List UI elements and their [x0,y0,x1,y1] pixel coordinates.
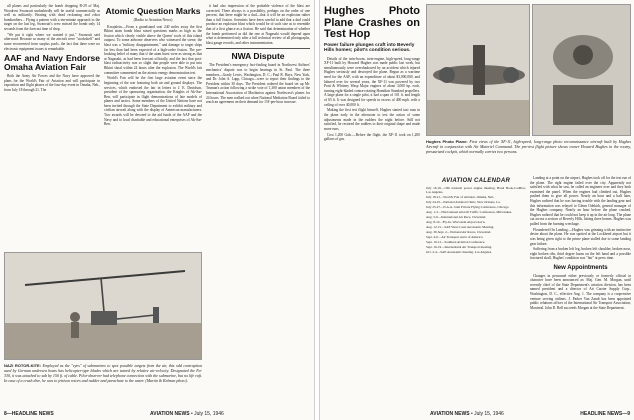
appointments-text: Changes in personnel either previously or formerly official in character have been announced as: Maj. Gen. M. Morgan, until recently chief of the State Department's aviation division, has been named president and a director of Air Carrier Supply Corp., Washington, D. C., effective Aug. 1. The company is a cooperative venture serving airlines. J. Parker Van Zandt has been appointed public relations officer of the International Air Transport Association, Montreal. John D. Bell succeeds Morgan at the State Department. [530,273,631,310]
aviation-calendar-list [426,186,526,254]
calendar-item: July 24-25—National Aviation Clinic, New Orleans, La. [426,199,501,204]
left-footer-date: July 15, 1946 [194,411,224,417]
aaf-story-text: Both the Army Air Forces and the Navy have approved the plans for the World's Fair of Aviation and will participate in exposition and flight phases of the four-day event in Omaha, Neb., from July 18 through 21. The [4,74,100,92]
floundered-text: Floundered On Landing.—Hughes was grinning with an instinctive desire about the plane. He was spotted at the Lockheed airport but it was being given right to the prime plane stalled due to some landing gear failure. [530,227,631,246]
right-column-2 [426,176,526,412]
calendar-item: July 25-27—N.A.A. Joint Private Flying Conference, Chicago. [426,204,510,209]
calendar-item: Aug. 5-6—International Air Race, Cleveland. [426,214,487,219]
left-footer-center: AVIATION NEWS • July 15, 1946 [150,411,224,417]
xf11-photo-illustration [427,5,530,136]
atomic-byline: (Radio to Aviation News) [133,18,173,22]
hughes-photo-caption-text: First views of the XF-11, high-speed, long-range photo reconnaissance aircraft built by Hughes Aircraft in conjunction with Air Materiel Command. The pre-test flight picture shows owner Howard Hughes in the roomy, pressurized cockpit, which normally carries two persons. [426,139,631,154]
rotor-kite-caption-title: NAZI ROTOR-KITE: [4,363,42,368]
rotor-kite-photo [4,252,202,360]
right-column-1 [324,4,420,412]
hughes-photo-left [426,4,530,136]
left-column-2 [104,4,202,252]
left-page [0,0,315,420]
right-page [319,0,634,420]
nwa-story-text: The President's emergency fact-finding board in Northwest Airlines' mechanics' dispute was to begin hearings in St. Paul. The three members—Grady Lewis, Washington, D. C.; Paul R. Hays, New York, and Dr. John A. Lapp, Chicago—were to report their findings to the President within 30 days. The President ordered the board set up Mr. Truman's action following a strike vote of 1,300 union members of the International Association of Machinists against Northwest's planes for 24 hours. The men walked out when National Mediation Board failed to reach an agreement on their demand for 15¢-per-hour increase. [206,63,310,105]
left-page-number: 8—HEADLINE NEWS [4,411,54,417]
hughes-photo-caption [426,139,631,171]
cost-line: Cost 1,200 Gals.—Before the flight, the XF-11 took on 1,200 gallons of gas. [324,132,420,142]
hughes-condition-text: Suffering from a broken left leg, broken left shoulder, broken nose, eight broken ribs, third degree burns on the left hand and a possible fractured skull, Hughes' condition was "fair" at press time. [530,247,631,261]
rotor-kite-caption-text: Employed as the "eyes" of submarines to spot possible targets from the air, this odd contraption used by German undersea boats has helicopter-type blades which are turned by relative air-velocity. Designated the Fa-330, it was attached to sub by 150 ft. of cable. Pilot-observer had telephone connection with the submarine, but no life raft. In case of a crash dive, he was to jettison rotors and rudder and parachute to the water. (Martin & Kelman photo). [4,363,203,383]
right-footer-date: July 15, 1946 [474,411,504,417]
hughes-story-continued: Landing at a point on the airport, Hughes took off for the test run of the plane. The right engine failed over the city. Apparently not satisfied with what he saw, he called an engineer over and they both examined the panel. When the engines had climbed out, Hughes pushed them to give all power. Nearly an hour and a half later, Hughes radioed that he was having trouble with the landing gear and this information was relayed to Glenn Odekirk, general manager of the Hughes company. Nearly an hour before the plane crashed, Hughes radioed that he could not keep it up in the air long. The plane cut across a section of Beverly Hills, hitting three homes. Hughes was pulled from the burning wreckage. [530,176,631,226]
appointments-headline: New Appointments [553,265,608,272]
calendar-item: Oct. 2-4—SAE Aeronautic meeting, Los Angeles. [426,249,492,254]
aviation-calendar-heading: AVIATION CALENDAR [441,178,511,184]
left-footer-publication: AVIATION NEWS [150,411,190,417]
hughes-story-text-2: Making the first test flight himself, Hughes started taxi runs in the plane early in the afternoon to test the action of some adjustments made in the rudders the night before. Still not satisfied, he restored the rudders to their original shape and made more runs. [324,108,420,131]
atomic-story-text: Kwajalein.—From a grandstand seat 240 miles away the first Bikini atom bomb blast raised questions marks as high as the fission which clearly visible above the Queen' roofs of this island outpost. To some airborne observers who witnessed the scene, the blast was a "military disappointment," and damage to target ships far less than had been expected of a high-order fission. The pre-booking belief of many that if the atom burst were as strong as that at Nagasaki, as had been forecast officially, and the fact that post-blast radioactivity was so slight that people were able to put into Bikini shoal within 24 hours after the explosion. The World's fair committee commented on the atomic energy demonstration test. [104,24,202,75]
atomic-headline: Atomic Question Marks [105,6,201,16]
right-footer-center: AVIATION NEWS • July 15, 1946 [430,411,504,417]
hughes-photo-caption-title: Hughes Photo Plane: [426,139,468,144]
bomb-story-text: all planes and particularly the bomb dropping B-29 of Maj. Woodrow Swancutt undoubtedly will be useful commercially as well as militarily. Beating with dead reckoning and robot bombardiers... Flying a pattern with a ten-minute approach to the target on the last leg, Swancutt's crew missed the bomb only 14 seconds from the forecast time of drop. [4,4,100,31]
calendar-item: Aug. 1-3—Third annual Aircraft Traffic Conference, Milwaukee. [426,209,513,214]
nwa-headline: NWA Dispute [231,51,285,62]
calendar-item: Aug. 12-15—SAE West Coast Aeronautic Meeting. [426,224,495,229]
hughes-cockpit-illustration [533,5,631,136]
fair-story-text: World's Fair will be the first large aviation event since the beginning of the war featuring both air and ground displays. The services, which endorsed the fair in letters to J. E. Davidson, president of the sponsoring organization, the Knights of Ak-Sar-Ben, will participate in flight demonstrations of late models of planes and tactics. Some members of the United Nations have not been invited through the State Department to exhibit military and civilian aircraft along with the display of American manufacturers. Two awards will be devoted to the aid funds of the AAF and the Navy and to local charitable and educational enterprises of Ak-Sar-Ben. [104,76,202,127]
rotor-kite-caption [4,363,202,407]
rotor-kite-illustration [5,253,202,360]
hughes-headline: Hughes Photo Plane Crashes on Test Hop [324,5,420,40]
calendar-item: Sept. 16-19—International Air Transport meeting. [426,244,493,249]
right-page-number: HEADLINE NEWS—9 [580,411,630,417]
calendar-item: July 16-19—13th national power engine meeting, Hotel Book-Cadillac, Los Angeles. [426,185,526,194]
right-column-3 [530,176,631,412]
calendar-item: Sept. 4-6—Air Transport Ass'n of America. [426,234,484,239]
aaf-headline: AAF and Navy Endorse Omaha Aviation Fair [4,53,100,73]
calendar-item: Aug. 8-10—Fly-In, Wisconsin Airport Ass'n. [426,219,486,224]
right-footer-publication: AVIATION NEWS [430,411,470,417]
bomb-story-quote: "We put it right where we wanted it put," Swancutt said afterward. Because so many of the aircraft were "stockshelf" and some reconverted from surplus pools, the fact that there were no electronic equipment issues is remarkable. [4,32,100,51]
atomic-story-continued: it had also impression of the probable violence of the blast are corrected. There always is a possibility, perhaps on the order of one percent, that there might be a dud—that it will be an explosion rather than a full fission. Scientists have been careful to add that a dud could produce an explosion blast which would be of such size as to resemble that of a first glance as a fission. He said that determination of whether the bomb performed as did the one at Nagasaki would depend upon what is determined only after a full technical review of all photographs, blast gauge records, and other instrumentation. [206,4,310,45]
hughes-story-text: Details of the twin-boom, twin-engine, high-speed, long-range XF-11 built by Howard Hughes was made public last week, but simultaneously were overshadowed by an accident which injured Hughes seriously and destroyed the plane. Begun as a wartime need for the AAF, with an expenditure of about $3,000,000, and labored over for several years, the XF-11 was powered by two Pratt & Whitney Wasp Major engines of about 3,000 hp. each, turning eight-bladed contra-rotating Hamilton Standard propellers. A large plane for a single pilot, it had a span of 101 ft. and length of 65 ft. It was designed for speeds in excess of 400 mph. with a ceiling of over 40,000 ft. [324,56,420,107]
left-column-3 [206,4,310,412]
calendar-item: July 18-21—World's Fair of Aviation, Omaha, Neb. [426,194,495,199]
left-column-1 [4,4,100,252]
divider [206,48,310,49]
hughes-photo-right [532,4,631,136]
calendar-item: Aug. 30-Sept. 2—National Air Races, Cleveland. [426,229,492,234]
calendar-item: Sept. 10-12—Southern Aviation Conference. [426,239,486,244]
hughes-deck: Power failure plunges craft into Beverly Hills homes; pilot's condition serious. [324,42,415,54]
